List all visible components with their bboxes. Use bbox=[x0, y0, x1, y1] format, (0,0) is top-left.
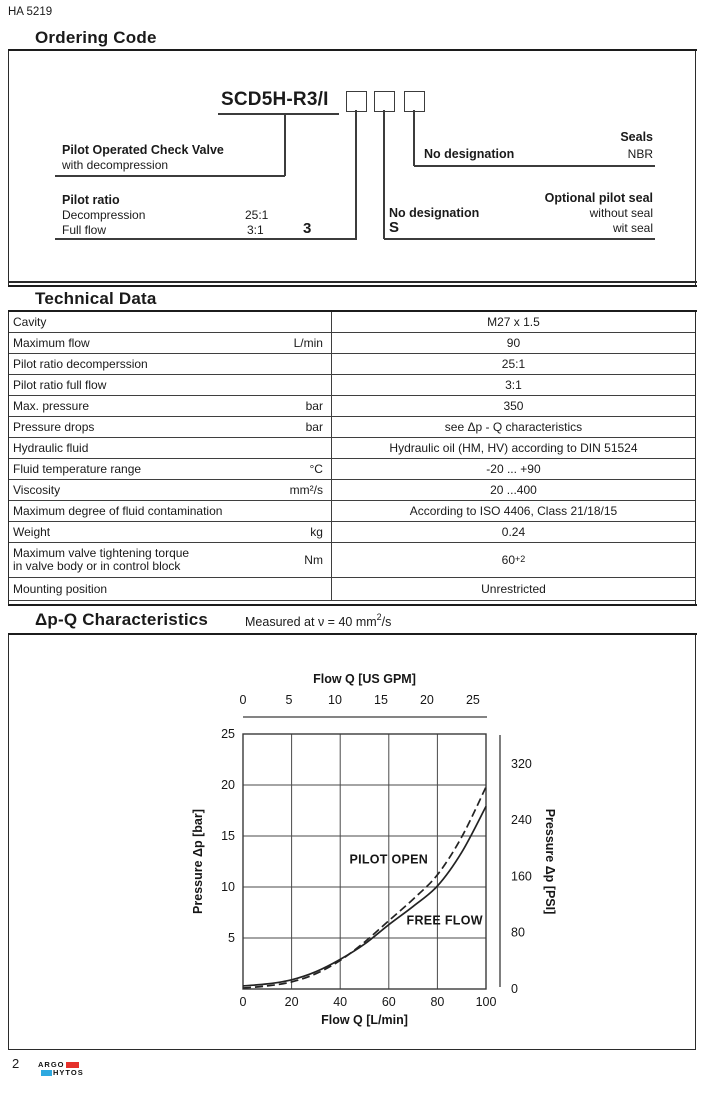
logo-cyan-block bbox=[41, 1070, 52, 1077]
connector-line bbox=[413, 110, 415, 166]
section-title-ordering-code: Ordering Code bbox=[35, 28, 157, 47]
connector-line bbox=[218, 113, 339, 115]
pilot-ratio-row-label: Full flow bbox=[62, 223, 107, 237]
seals-row-label: No designation bbox=[424, 147, 515, 161]
svg-text:20: 20 bbox=[221, 778, 235, 792]
table-row bbox=[9, 375, 695, 396]
row-label: Weight bbox=[13, 525, 51, 539]
connector-line bbox=[383, 110, 385, 239]
pilot-seal-title: Optional pilot seal bbox=[544, 191, 653, 205]
ordering-code-text: SCD5H-R3/I bbox=[221, 89, 329, 110]
svg-text:Flow Q [L/min]: Flow Q [L/min] bbox=[321, 1013, 408, 1027]
svg-text:60: 60 bbox=[381, 995, 396, 1009]
brand-logo bbox=[38, 1061, 84, 1077]
code-option-box-3 bbox=[404, 91, 425, 112]
row-value: 3:1 bbox=[331, 375, 695, 395]
pilot-ratio-row-value: 3:1 bbox=[247, 223, 264, 237]
row-label: Maximum valve tightening torque bbox=[13, 546, 190, 560]
pilot-ratio-code: 3 bbox=[303, 220, 312, 237]
row-value-sup: +2 bbox=[515, 554, 526, 564]
pilot-ratio-row-value: 25:1 bbox=[245, 208, 269, 222]
svg-text:20: 20 bbox=[284, 995, 299, 1009]
row-unit: mm²/s bbox=[289, 483, 323, 497]
row-label: Max. pressure bbox=[13, 399, 90, 413]
table-row bbox=[9, 354, 695, 375]
code-option-box-2 bbox=[374, 91, 395, 112]
row-label: Pilot ratio decomperssion bbox=[13, 357, 148, 371]
dp-q-chart bbox=[145, 642, 575, 1042]
row-label: Pilot ratio full flow bbox=[13, 378, 107, 392]
row-label: Viscosity bbox=[13, 483, 61, 497]
page-number: 2 bbox=[12, 1056, 20, 1071]
table-row bbox=[9, 333, 695, 354]
row-value: Unrestricted bbox=[331, 578, 695, 600]
row-label: Pressure drops bbox=[13, 420, 95, 434]
table-row bbox=[9, 543, 695, 578]
connector-line bbox=[414, 165, 655, 167]
table-row bbox=[9, 501, 695, 522]
code-option-box-1 bbox=[346, 91, 367, 112]
svg-text:0: 0 bbox=[239, 995, 247, 1009]
chart-note: Measured at ν = 40 $mm^2/s$ bbox=[245, 612, 392, 630]
valve-type-subtitle: with decompression bbox=[62, 158, 169, 172]
section-title-dpq: Δp-Q Characteristics bbox=[35, 610, 209, 629]
svg-text:5: 5 bbox=[285, 693, 293, 707]
connector-line bbox=[55, 175, 285, 177]
row-value: 25:1 bbox=[331, 354, 695, 374]
row-label: Mounting position bbox=[13, 582, 108, 596]
section-title-technical-data: Technical Data bbox=[35, 289, 157, 308]
section-header-technical-data bbox=[8, 285, 697, 312]
row-value: 90 bbox=[331, 333, 695, 353]
svg-text:15: 15 bbox=[221, 829, 235, 843]
row-label: Fluid temperature range bbox=[13, 462, 142, 476]
row-unit: Nm bbox=[304, 553, 323, 567]
table-row bbox=[9, 522, 695, 543]
table-row bbox=[9, 480, 695, 501]
table-row bbox=[9, 578, 695, 601]
row-value: 0.24 bbox=[331, 522, 695, 542]
seals-title: Seals bbox=[620, 130, 653, 144]
svg-text:Pressure Δp [PSI]: Pressure Δp [PSI] bbox=[543, 808, 557, 915]
section-header-dpq bbox=[8, 604, 697, 635]
table-row bbox=[9, 438, 695, 459]
row-label: Maximum flow bbox=[13, 336, 90, 350]
row-value: M27 x 1.5 bbox=[331, 312, 695, 332]
table-row bbox=[9, 417, 695, 438]
doc-number: HA 5219 bbox=[8, 6, 53, 18]
svg-text:Flow Q [US GPM]: Flow Q [US GPM] bbox=[313, 672, 416, 686]
table-row bbox=[9, 459, 695, 480]
svg-text:10: 10 bbox=[328, 693, 342, 707]
argo-text: ARGO bbox=[38, 1060, 65, 1070]
technical-data-table bbox=[9, 312, 695, 601]
row-label: Cavity bbox=[13, 315, 47, 329]
pilot-seal-row-value: without seal bbox=[589, 206, 653, 220]
svg-text:FREE FLOW: FREE FLOW bbox=[406, 913, 483, 928]
svg-text:0: 0 bbox=[239, 693, 247, 707]
svg-text:80: 80 bbox=[511, 925, 525, 940]
pilot-seal-row-value: wit seal bbox=[612, 221, 653, 235]
row-value: 60 $^{+2}$ bbox=[331, 543, 695, 577]
svg-text:0: 0 bbox=[511, 982, 518, 996]
svg-text:25: 25 bbox=[221, 727, 235, 741]
row-unit: bar bbox=[305, 399, 323, 413]
row-unit: kg bbox=[310, 525, 323, 539]
svg-text:15: 15 bbox=[374, 693, 388, 707]
svg-text:160: 160 bbox=[511, 869, 532, 884]
connector-line bbox=[284, 113, 286, 176]
row-value: Hydraulic oil (HM, HV) according to DIN 51524 bbox=[331, 438, 695, 458]
row-unit: bar bbox=[305, 420, 323, 434]
table-row bbox=[9, 312, 695, 333]
row-label-line2: in valve body or in control block bbox=[13, 559, 181, 573]
table-row bbox=[9, 396, 695, 417]
pilot-seal-row-label: No designation bbox=[389, 206, 480, 220]
row-label: Maximum degree of fluid contamination bbox=[13, 504, 223, 518]
svg-text:320: 320 bbox=[511, 756, 532, 771]
row-value: 20 ...400 bbox=[331, 480, 695, 500]
connector-line bbox=[55, 238, 357, 240]
pilot-ratio-row-label: Decompression bbox=[62, 208, 146, 222]
connector-line bbox=[384, 238, 655, 240]
connector-line bbox=[355, 110, 357, 239]
row-value: 350 bbox=[331, 396, 695, 416]
svg-text:Pressure Δp [bar]: Pressure Δp [bar] bbox=[191, 809, 205, 914]
row-unit: °C bbox=[309, 462, 323, 476]
svg-text:80: 80 bbox=[430, 995, 445, 1009]
svg-text:40: 40 bbox=[333, 995, 348, 1009]
row-unit: L/min bbox=[293, 336, 323, 350]
row-value: According to ISO 4406, Class 21/18/15 bbox=[331, 501, 695, 521]
pilot-seal-row-label: S bbox=[389, 219, 400, 236]
svg-text:25: 25 bbox=[465, 693, 480, 707]
row-value: -20 ... +90 bbox=[331, 459, 695, 479]
valve-type-title: Pilot Operated Check Valve bbox=[62, 143, 224, 157]
row-value: see Δp - Q characteristics bbox=[331, 417, 695, 437]
svg-text:PILOT OPEN: PILOT OPEN bbox=[349, 852, 429, 867]
svg-text:5: 5 bbox=[228, 931, 235, 945]
svg-text:100: 100 bbox=[475, 995, 497, 1009]
svg-text:10: 10 bbox=[221, 880, 235, 894]
svg-text:20: 20 bbox=[419, 693, 434, 707]
section-divider bbox=[8, 281, 697, 283]
pilot-ratio-title: Pilot ratio bbox=[62, 193, 120, 207]
row-label: Hydraulic fluid bbox=[13, 441, 89, 455]
hytos-text: HYTOS bbox=[53, 1068, 84, 1078]
svg-text:240: 240 bbox=[511, 813, 532, 828]
seals-row-value: NBR bbox=[627, 147, 653, 161]
section-header-ordering-code bbox=[8, 24, 697, 51]
